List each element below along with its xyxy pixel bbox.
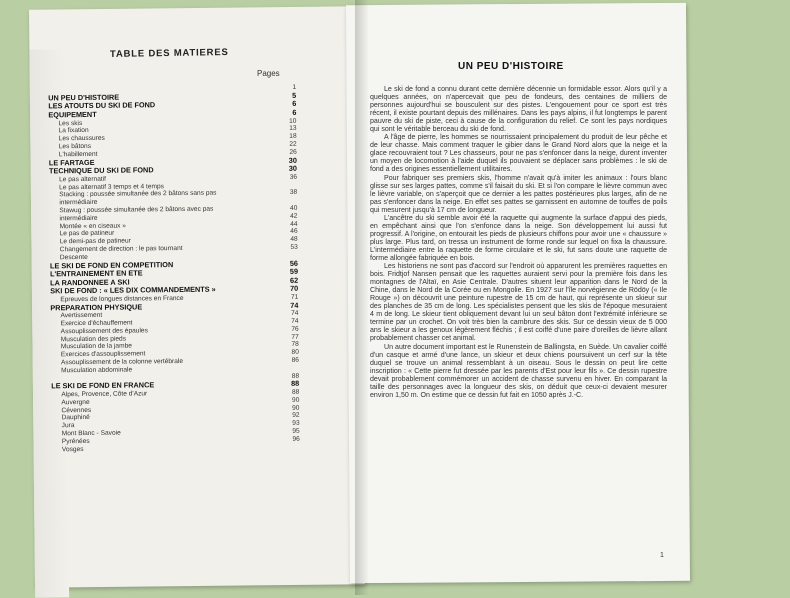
toc-pages-label: Pages <box>257 69 280 78</box>
toc-entry-page: 70 <box>290 284 299 294</box>
article-paragraph: Les historiens ne sont pas d'accord sur l'endroit où apparurent les premières raquettes en bois. Fridtjof Nansen pensait que les raquettes auraient servi pour la première fois dans les montagnes de l'Altaï, en Asie Centrale. D'autres situent leur apparition dans le Nord de la Chine, dans le Nord de la Corée ou en Mongolie. En 1927 sur l'île norvégienne de Rödöy (« Ile Rouge ») on découvrit une peinture rupestre de 15 cm de haut, qui représente un skieur sur des planches de 35 cm de long. Les spécialistes pensent que les skis de l'époque mesuraient 4 m de long. Le skieur tient obliquement devant lui un seul bâton dont l'extrémité inférieure se termine par un crochet. On voit très bien la cambrure des skis. Sur ce dessin vieux de 5 000 ans le skieur a les genoux légèrement fléchis ; il est coiffé d'une paire d'oreilles de lièvre allant probablement chasser cet animal. <box>370 263 667 343</box>
toc-entry-page: 74 <box>291 317 299 325</box>
toc-entry-title: L'ENTRAINEMENT EN ETE <box>50 268 143 279</box>
toc-entry-page: 96 <box>292 435 300 443</box>
toc-entry-title: Montée « en ciseaux » <box>59 222 126 230</box>
toc-entry-title: Descente <box>59 253 88 261</box>
toc-entry-page: 6 <box>292 99 297 109</box>
toc-entry-title: Jura <box>61 422 75 430</box>
toc-entry-title: Le pas de patineur <box>59 230 115 238</box>
toc-entry-title: Auvergne <box>61 398 90 407</box>
toc-entry-page: 6 <box>292 107 297 117</box>
toc-entry-title: Vosges <box>61 445 84 453</box>
toc-entry-page: 10 <box>289 117 297 125</box>
toc-entry-page: 76 <box>291 325 299 333</box>
toc-entry-page: 78 <box>291 341 299 349</box>
toc-entry-title: Assouplissement des épaules <box>60 327 148 336</box>
toc-entry-title: Stawug : poussée simultanée des 2 bâtons avec pas <box>59 205 214 215</box>
toc-entry-title: Les skis <box>58 119 83 127</box>
toc-entry-page: 5 <box>292 90 297 100</box>
toc-entry-title: Le pas alternatif <box>59 175 107 184</box>
toc-entry-title: Exercices d'assouplissement <box>60 350 146 359</box>
toc-entry-page: 92 <box>292 412 300 420</box>
toc-entry-title: Musculation abdominale <box>61 366 133 375</box>
toc-entry-title: Les chaussures <box>58 134 105 143</box>
toc-entry-page: 74 <box>291 310 299 318</box>
toc-entry-title: Musculation des pieds <box>60 335 127 343</box>
toc-entry-page: 56 <box>289 258 298 268</box>
toc-entry-page: 95 <box>292 427 300 435</box>
toc-entry-page: 46 <box>290 228 298 236</box>
toc-entry-page: 77 <box>291 333 299 341</box>
toc-entry-title: Exercice d'échauffement <box>60 319 133 328</box>
toc-entry-page: 88 <box>291 379 300 389</box>
toc-entry-title: Alpes, Provence, Côte d'Azur <box>61 390 148 399</box>
toc-entry-page: 42 <box>290 212 298 220</box>
toc-entry-title: LES ATOUTS DU SKI DE FOND <box>48 100 156 111</box>
article-paragraph: Un autre document important est le Runenstein de Ballingsta, en Suède. Un cavalier coiffé d'un casque et armé d'une lance, un skieur et deux chiens poursuivent un cerf sur la tête duquel se trouve un animal ressemblant à un oiseau. Sous le dessin on peut lire cette inscription : « Cette pierre fut dressée par les parents d'Est pour leur fils ». Ce dessin rupestre devait probablement commémorer un accident de chasse survenu en hiver. En comparant la taille des personnages avec la longueur des skis, on déduit que ceux-ci devaient mesurer environ 1,50 m. On estime que ce dessin fut fait en 1050 après J.-C. <box>370 343 667 399</box>
toc-entry-title: La fixation <box>58 127 89 135</box>
toc-entry-title: SKI DE FOND : « LES DIX COMMANDEMENTS » <box>50 284 216 296</box>
toc-entry-page: 90 <box>292 404 300 412</box>
table-of-contents <box>48 84 312 454</box>
toc-entry-title: Musculation de la jambe <box>60 342 132 351</box>
toc-entry-title: LE FARTAGE <box>48 157 95 167</box>
article-paragraph: A l'âge de pierre, les hommes se nourrissaient principalement du produit de leur pêche et de leur chasse. Mais comment traquer le gibier dans le Grand Nord alors que la neige et la glace recouvraient tout ? Les chasseurs, pour ne pas s'enfoncer dans la neige, durent inventer un moyen de locomotion à l'aide duquel ils pouvaient se déplacer sans problèmes : le ski de fond a des origines essentiellement utilitaires. <box>370 134 667 174</box>
toc-entry-title: Changement de direction : le pas tournant <box>59 244 183 254</box>
toc-entry-title: Assouplissement de la colonne vertébrale <box>60 358 184 367</box>
article-paragraph: L'ancêtre du ski semble avoir été la raquette qui augmente la surface d'appui des pieds, en empêchant ainsi que l'on s'enfonce dans la neige. Son développement lui aussi fut progressif. A l'origine, on entourait les pieds de plusieurs chiffons pour avoir une « chaussure » plus large. Plus tard, on tressa un instrument de forme ronde sur lequel on fixa la chaussure. L'intermédiaire entre la raquette de forme circulaire et le ski, fut sans doute une raquette de forme allongée fabriquée en bois. <box>370 214 667 262</box>
toc-entry-title: PREPARATION PHYSIQUE <box>50 302 143 313</box>
toc-title: TABLE DES MATIERES <box>109 46 229 61</box>
toc-entry-page: 74 <box>290 300 299 310</box>
toc-entry-page: 88 <box>291 372 300 380</box>
toc-entry-title: Cévennes <box>61 406 92 414</box>
toc-entry-page: 1 <box>292 83 297 91</box>
toc-entry-page: 71 <box>290 293 299 301</box>
toc-entry-page: 26 <box>289 148 297 156</box>
toc-entry-page: 44 <box>290 220 298 228</box>
toc-entry-title: L'habillement <box>58 150 98 159</box>
toc-entry-page: 30 <box>288 163 298 174</box>
toc-entry-page: 22 <box>289 140 297 148</box>
toc-entry-page: 80 <box>291 349 299 357</box>
toc-entry-page: 40 <box>289 204 298 212</box>
toc-entry-title: LE SKI DE FOND EN FRANCE <box>51 380 155 391</box>
article-paragraph: Le ski de fond a connu durant cette dernière décennie un formidable essor. Alors qu'il y a quelques années, on n'apercevait que peu de fondeurs, des centaines de milliers de personnes aujourd'hui se bousculent sur des pistes. L'engouement pour ce sport est très récent, il existe pourtant depuis des millénaires. Dans les pays alpins, il fut longtemps le parent pauvre du ski de piste, ceci à cause de la configuration du relief. Ce sont les pays nordiques qui sont le véritable berceau du ski de fond. <box>370 86 667 134</box>
toc-entry-page: 38 <box>289 189 298 197</box>
book-spine <box>355 0 369 595</box>
toc-entry-page: 90 <box>292 396 300 404</box>
toc-entry-title: Les bâtons <box>58 142 92 151</box>
toc-entry-page: 48 <box>290 235 298 243</box>
article-paragraph: Pour fabriquer ses premiers skis, l'homme n'avait qu'à imiter les animaux : l'ours blanc glisse sur ses larges pattes, comme s'il faisait du ski. Et si l'on compare le lièvre commun avec le lièvre variable, on s'aperçoit que ce dernier a les pattes postérieures plus larges, afin de ne pas s'enfoncer dans la neige. En effet ses pattes se garnissent en automne de touffes de poils qui mesurent jusqu'à 17 cm de longueur. <box>370 174 667 214</box>
toc-entry-page: 93 <box>292 419 300 428</box>
toc-entry-page: 62 <box>289 275 299 285</box>
toc-entry-page: 53 <box>290 243 298 251</box>
article-body <box>370 86 667 400</box>
toc-entry-title: LA RANDONNEE A SKI <box>50 277 130 288</box>
toc-entry-title: Stacking : poussée simultanée des 2 bâtons sans pas <box>59 189 217 199</box>
toc-entry-title: Le demi-pas de patineur <box>59 237 131 246</box>
toc-entry-title: Dauphiné <box>61 414 90 422</box>
toc-entry-page: 30 <box>288 155 297 165</box>
toc-entry-title: Le pas alternatif 3 temps et 4 temps <box>59 182 164 191</box>
toc-entry-title: intermédiaire <box>59 214 98 222</box>
toc-entry-page: 13 <box>289 125 297 133</box>
page-number: 1 <box>660 552 664 559</box>
toc-entry-page: 59 <box>289 266 299 276</box>
toc-entry-title: Avertissement <box>60 312 103 320</box>
toc-entry-title: TECHNIQUE DU SKI DE FOND <box>48 165 154 176</box>
toc-entry-title: Epreuves de longues distances en France <box>60 294 184 304</box>
article-title: UN PEU D'HISTOIRE <box>458 61 564 72</box>
toc-entry-title: Mont Blanc - Savoie <box>61 429 121 438</box>
toc-entry-title: UN PEU D'HISTOIRE <box>48 92 120 103</box>
toc-entry-page: 86 <box>291 356 300 364</box>
toc-entry-title: Pyrénées <box>61 437 90 446</box>
toc-entry-title: LE SKI DE FOND EN COMPETITION <box>49 259 174 270</box>
toc-entry-title: intermédiaire <box>59 199 98 207</box>
toc-entry-title: EQUIPEMENT <box>48 109 97 120</box>
toc-entry-page: 36 <box>289 173 298 181</box>
toc-entry-page: 18 <box>289 132 297 141</box>
toc-entry-page: 88 <box>291 388 300 396</box>
